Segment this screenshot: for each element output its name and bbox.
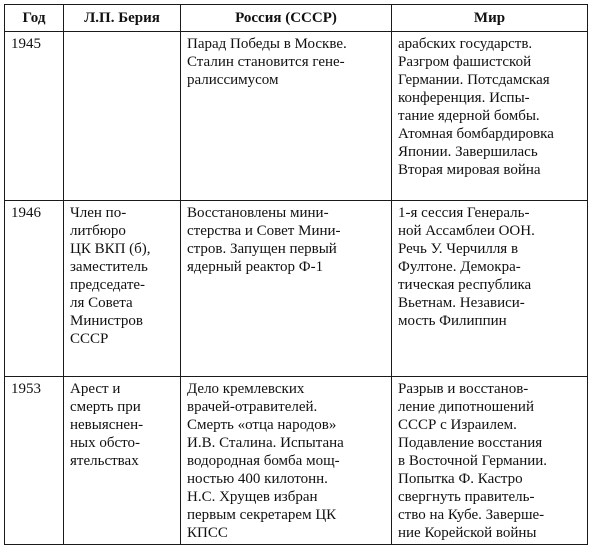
world-text-line: 1-я сессия Генераль- bbox=[398, 205, 530, 221]
russia-cell bbox=[181, 201, 392, 377]
russia-text-line: стров. Запущен первый bbox=[187, 241, 337, 257]
history-timeline-table bbox=[4, 4, 588, 545]
world-text-line: ство на Кубе. Заверше- bbox=[398, 507, 545, 523]
header-world: Мир bbox=[392, 5, 588, 32]
table-row bbox=[5, 201, 588, 377]
beria-text-line: литбюро bbox=[70, 223, 126, 239]
world-cell bbox=[392, 32, 588, 201]
world-text-line: Германии. Потсдамская bbox=[398, 72, 550, 88]
russia-text-line: врачей-отравителей. bbox=[187, 399, 318, 415]
russia-cell bbox=[181, 32, 392, 201]
beria-text-line: ля Совета bbox=[70, 295, 133, 311]
world-text-line: Разрыв и восстанов- bbox=[398, 381, 529, 397]
beria-text-line: Арест и bbox=[70, 381, 121, 397]
world-text-line: Подавление восстания bbox=[398, 435, 543, 451]
world-text-line: Речь У. Черчилля в bbox=[398, 241, 519, 257]
world-text-line: арабских государств. bbox=[398, 36, 533, 52]
russia-text-line: стерства и Совет Мини- bbox=[187, 223, 341, 239]
russia-text-line: Н.С. Хрущев избран bbox=[187, 489, 318, 505]
world-text-line: Японии. Завершилась bbox=[398, 144, 538, 160]
russia-text-line: КПСС bbox=[187, 525, 228, 541]
beria-text-line: ЦК ВКП (б), bbox=[70, 241, 151, 257]
beria-text-line: ятельствах bbox=[70, 453, 139, 469]
world-text-line: Атомная бомбардировка bbox=[398, 126, 554, 142]
beria-text-line: СССР bbox=[70, 331, 109, 347]
russia-text-line: водородная бомба мощ- bbox=[187, 453, 340, 469]
russia-text-line: Восстановлены мини- bbox=[187, 205, 329, 221]
year-cell: 1945 bbox=[5, 32, 64, 201]
world-text-line: конференция. Испы- bbox=[398, 90, 530, 106]
world-text-line: тание ядерной бомбы. bbox=[398, 108, 540, 124]
russia-text-line: Дело кремлевских bbox=[187, 381, 305, 397]
world-text-line: СССР с Израилем. bbox=[398, 417, 517, 433]
russia-text-line: ядерный реактор Ф-1 bbox=[187, 259, 324, 275]
beria-text-line: ных обсто- bbox=[70, 435, 140, 451]
russia-text-line: ностью 400 килотонн. bbox=[187, 471, 328, 487]
russia-text-line: Смерть «отца народов» bbox=[187, 417, 337, 433]
world-text-line: Вторая мировая война bbox=[398, 162, 541, 178]
world-text-line: Попытка Ф. Кастро bbox=[398, 471, 523, 487]
header-beria: Л.П. Берия bbox=[64, 5, 181, 32]
world-text-line: Разгром фашистской bbox=[398, 54, 532, 70]
header-row bbox=[5, 5, 588, 32]
world-text-line: Фултоне. Демокра- bbox=[398, 259, 521, 275]
header-russia: Россия (СССР) bbox=[181, 5, 392, 32]
beria-text-line: председате- bbox=[70, 277, 146, 293]
beria-cell bbox=[64, 201, 181, 377]
table-row bbox=[5, 377, 588, 545]
table-row bbox=[5, 32, 588, 201]
world-text-line: ление дипотношений bbox=[398, 399, 534, 415]
russia-text-line: ралиссимусом bbox=[187, 72, 279, 88]
year-cell: 1946 bbox=[5, 201, 64, 377]
world-text-line: свергнуть правитель- bbox=[398, 489, 535, 505]
header-year: Год bbox=[5, 5, 64, 32]
russia-text-line: И.В. Сталина. Испытана bbox=[187, 435, 344, 451]
world-text-line: Вьетнам. Независи- bbox=[398, 295, 525, 311]
beria-text-line: смерть при bbox=[70, 399, 141, 415]
beria-text-line: невыяснен- bbox=[70, 417, 144, 433]
russia-text-line: Парад Победы в Москве. bbox=[187, 36, 347, 52]
beria-text-line: заместитель bbox=[70, 259, 148, 275]
beria-cell bbox=[64, 377, 181, 545]
world-cell bbox=[392, 201, 588, 377]
world-cell bbox=[392, 377, 588, 545]
world-text-line: тическая республика bbox=[398, 277, 532, 293]
world-text-line: ной Ассамблеи ООН. bbox=[398, 223, 535, 239]
beria-text-line: Член по- bbox=[70, 205, 127, 221]
russia-text-line: Сталин становится гене- bbox=[187, 54, 345, 70]
year-cell: 1953 bbox=[5, 377, 64, 545]
world-text-line: в Восточной Германии. bbox=[398, 453, 548, 469]
world-text-line: ние Корейской войны bbox=[398, 525, 537, 541]
beria-text-line: Министров bbox=[70, 313, 143, 329]
russia-cell bbox=[181, 377, 392, 545]
beria-cell bbox=[64, 32, 181, 201]
russia-text-line: первым секретарем ЦК bbox=[187, 507, 337, 523]
world-text-line: мость Филиппин bbox=[398, 313, 507, 329]
